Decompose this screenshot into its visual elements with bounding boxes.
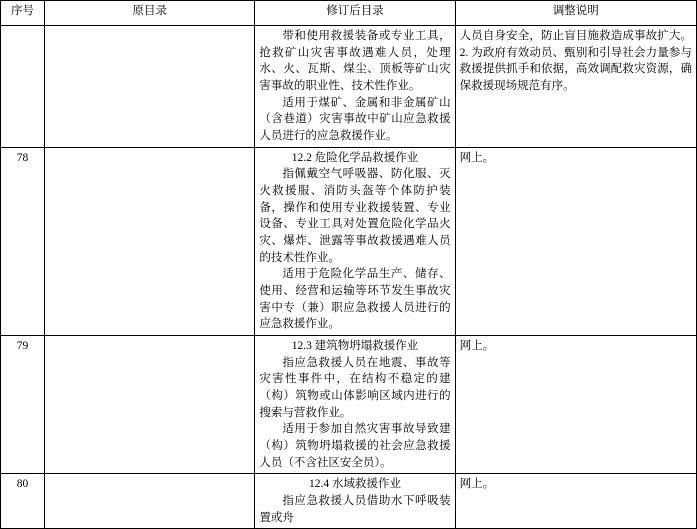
- column-header-adjustment-note: 调整说明: [455, 1, 696, 26]
- row-adjustment-note: [455, 474, 696, 529]
- revised-text-line: 适用于危险化学品生产、储存、使用、经营和运输等环节发生事故灾害中专（兼）职应急救援人员进行的应急救援作业。: [259, 268, 451, 331]
- row-original-catalog: [45, 26, 255, 148]
- column-header-original-catalog: 原目录: [45, 1, 255, 26]
- revised-item-title: 12.4 水域救援作业: [309, 478, 401, 491]
- row-original-catalog: [45, 474, 255, 529]
- table-row: [1, 474, 697, 529]
- note-text-line: 网上。: [459, 151, 495, 164]
- revised-text-line: 适用于煤矿、金属和非金属矿山（含巷道）灾害事故中矿山应急救援人员进行的应急救援作业。: [259, 96, 451, 143]
- revised-text-line: 指应急救援人员借助水下呼吸装置或舟: [259, 495, 451, 524]
- row-revised-catalog: [255, 26, 455, 148]
- revised-text-line: 适用于参加自然灾害事故导致建（构）筑物坍塌救援的社会应急救援人员（不含社区安全员）。: [259, 423, 451, 469]
- row-index: [1, 26, 45, 148]
- table-row: [1, 147, 697, 335]
- note-text-line: 人员自身安全，防止盲目施救造成事故扩大。2. 为政府有效动员、甄别和引导社会力量参与救援提供抓手和依据，高效调配救灾资源，确保救援现场规范有序。: [459, 30, 692, 93]
- row-original-catalog: [45, 336, 255, 474]
- note-text-line: 网上。: [459, 478, 495, 491]
- row-index: 79: [1, 336, 45, 474]
- note-text-line: 网上。: [459, 340, 495, 353]
- row-revised-catalog: [255, 147, 455, 335]
- table-row: [1, 336, 697, 474]
- table-row: [1, 26, 697, 148]
- column-header-index: 序号: [1, 1, 45, 26]
- column-header-revised-catalog: 修订后目录: [255, 1, 455, 26]
- row-revised-catalog: [255, 474, 455, 529]
- row-adjustment-note: [455, 336, 696, 474]
- row-adjustment-note: [455, 26, 696, 148]
- table-body: [1, 26, 697, 529]
- revised-text-line: 指应急救援人员在地震、事故等灾害性事件中，在结构不稳定的建（构）筑物或山体影响区域内进行的搜索与营救作业。: [259, 356, 451, 419]
- revised-item-title: 12.3 建筑物坍塌救援作业: [291, 340, 419, 353]
- row-index: 78: [1, 147, 45, 335]
- row-original-catalog: [45, 147, 255, 335]
- row-index: 80: [1, 474, 45, 529]
- table-header-row: [1, 1, 697, 26]
- revised-item-title: 12.2 危险化学品救援作业: [291, 151, 419, 164]
- revised-text-line: 指佩戴空气呼吸器、防化服、灭火救援服、消防头盔等个体防护装备，操作和使用专业救援装置、专业设备、专业工具对处置危险化学品火灾、爆炸、泄露等事故救援遇难人员的技术性作业。: [259, 168, 451, 264]
- table-header: [1, 1, 697, 26]
- row-revised-catalog: [255, 336, 455, 474]
- revised-text-line: 带和使用救援装备或专业工具，抢救矿山灾害事故遇难人员，处理水、火、瓦斯、煤尘、顶板等矿山灾害事故的职业性、技术性作业。: [259, 30, 451, 93]
- row-adjustment-note: [455, 147, 696, 335]
